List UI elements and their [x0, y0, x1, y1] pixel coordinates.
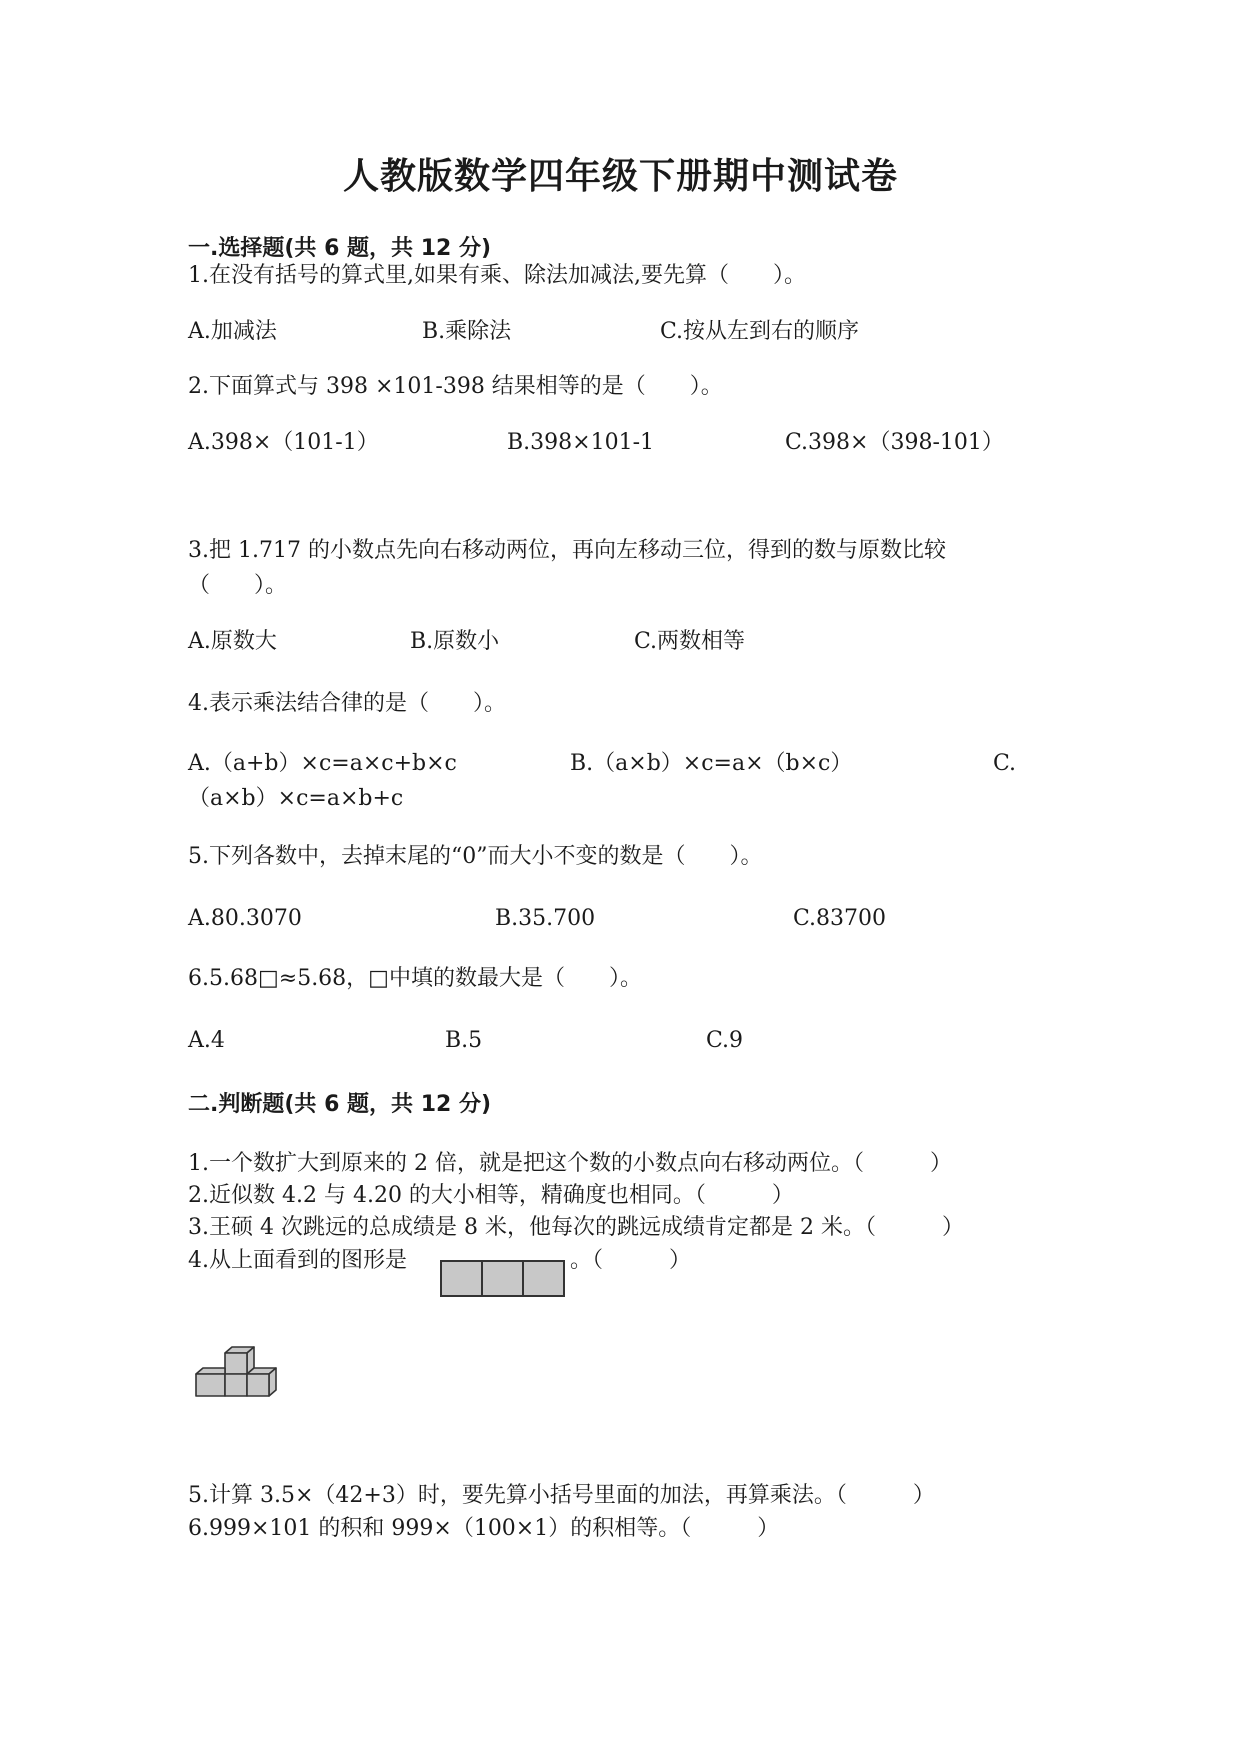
judgment-5: 5.计算 3.5×（42+3）时，要先算小括号里面的加法，再算乘法。（ ） [188, 1483, 935, 1508]
question-3-line-2: （ ）。 [188, 573, 288, 598]
question-5: 5.下列各数中，去掉末尾的“0”而大小不变的数是（ ）。 [188, 844, 763, 869]
cube-stack-figure [193, 1345, 288, 1400]
section-heading-choice: 一.选择题(共 6 题，共 12 分) [188, 236, 492, 261]
q3-option-a: A.原数大 [188, 629, 277, 654]
question-6: 6.5.68□≈5.68，□中填的数最大是（ ）。 [188, 966, 642, 991]
q4-option-b: B.（a×b）×c=a×（b×c） [570, 751, 853, 776]
judgment-4: 4.从上面看到的图形是 [188, 1248, 407, 1273]
top-view-square-3 [523, 1261, 564, 1296]
top-view-square-1 [441, 1261, 482, 1296]
q1-option-b: B.乘除法 [422, 319, 512, 344]
top-view-square-2 [482, 1261, 523, 1296]
q2-option-a: A.398×（101-1） [188, 430, 379, 455]
q3-option-c: C.两数相等 [634, 629, 746, 654]
judgment-3: 3.王硕 4 次跳远的总成绩是 8 米，他每次的跳远成绩肯定都是 2 米。（ ） [188, 1215, 964, 1240]
q3-option-b: B.原数小 [410, 629, 500, 654]
cube-bottom-1 [196, 1374, 225, 1396]
cube-bottom-2 [225, 1374, 247, 1396]
q4-option-a: A.（a+b）×c=a×c+b×c [188, 751, 457, 776]
q5-option-b: B.35.700 [495, 906, 596, 931]
q5-option-c: C.83700 [793, 906, 887, 931]
question-3-line-1: 3.把 1.717 的小数点先向右移动两位，再向左移动三位，得到的数与原数比较 [188, 538, 946, 563]
cube-right-side [269, 1368, 276, 1396]
question-2: 2.下面算式与 398 ×101-398 结果相等的是（ ）。 [188, 374, 723, 399]
q6-option-a: A.4 [188, 1028, 225, 1053]
judgment-4-tail: 。（ ） [570, 1248, 692, 1273]
question-4: 4.表示乘法结合律的是（ ）。 [188, 691, 506, 716]
q6-option-b: B.5 [445, 1028, 483, 1053]
judgment-1: 1.一个数扩大到原来的 2 倍，就是把这个数的小数点向右移动两位。（ ） [188, 1151, 952, 1176]
judgment-6: 6.999×101 的积和 999×（100×1）的积相等。（ ） [188, 1516, 780, 1541]
q2-option-b: B.398×101-1 [507, 430, 655, 455]
q2-option-c: C.398×（398-101） [785, 430, 1004, 455]
q1-option-a: A.加减法 [188, 319, 277, 344]
judgment-2: 2.近似数 4.2 与 4.20 的大小相等，精确度也相同。（ ） [188, 1183, 794, 1208]
page-title: 人教版数学四年级下册期中测试卷 [342, 156, 898, 197]
q4-option-c: （a×b）×c=a×b+c [188, 786, 404, 811]
q6-option-c: C.9 [706, 1028, 744, 1053]
q5-option-a: A.80.3070 [188, 906, 302, 931]
q4-option-c-label: C. [993, 751, 1017, 776]
cube-bottom-3 [247, 1374, 269, 1396]
question-1: 1.在没有括号的算式里,如果有乘、除法加减法,要先算（ ）。 [188, 263, 806, 288]
top-view-figure [440, 1260, 566, 1298]
section-heading-judgment: 二.判断题(共 6 题，共 12 分) [188, 1092, 492, 1117]
cube-top-front [225, 1353, 247, 1374]
q1-option-c: C.按从左到右的顺序 [660, 319, 860, 344]
cube-left-face [196, 1368, 225, 1374]
